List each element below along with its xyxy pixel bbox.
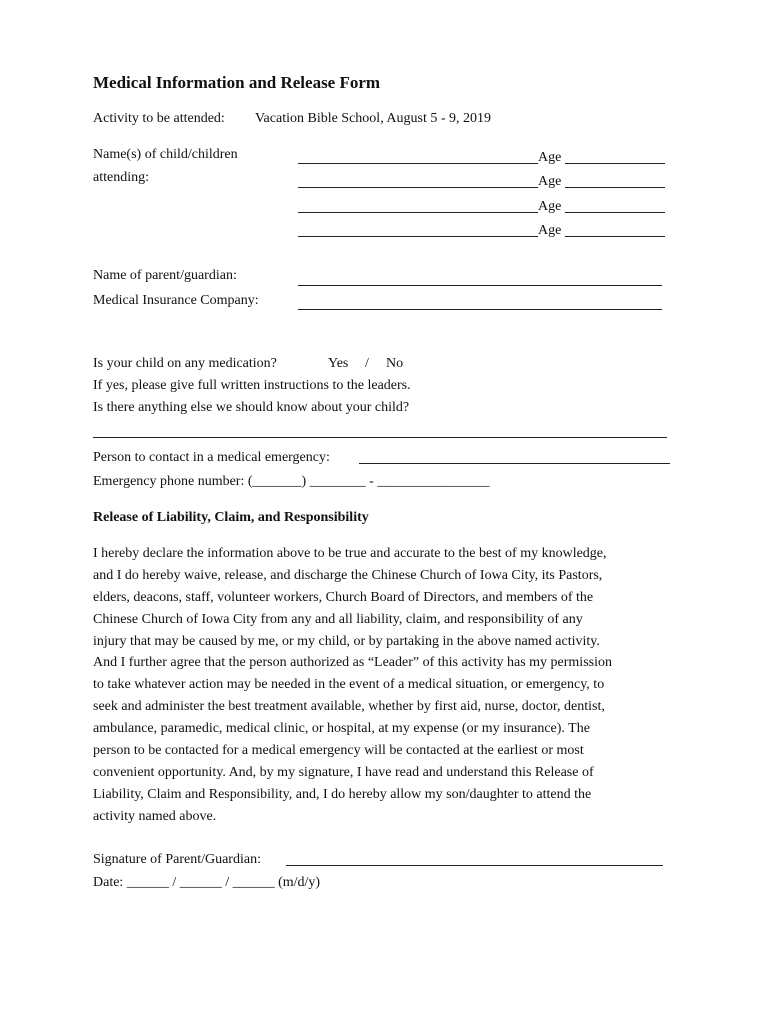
child-name-field-4[interactable] bbox=[298, 236, 538, 237]
children-label-line2: attending: bbox=[93, 170, 149, 185]
release-line: Liability, Claim and Responsibility, and, I do hereby allow my son/daughter to attend the bbox=[93, 786, 592, 802]
signature-field[interactable] bbox=[286, 865, 663, 866]
release-line: person to be contacted for a medical emergency will be contacted at the earliest or most bbox=[93, 743, 584, 759]
medication-yes-option[interactable]: Yes bbox=[328, 356, 349, 371]
release-line: Chinese Church of Iowa City from any and all liability, claim, and responsibility of any bbox=[93, 611, 583, 627]
release-paragraph bbox=[93, 543, 673, 828]
medication-no-option[interactable]: No bbox=[386, 356, 404, 371]
signature-label: Signature of Parent/Guardian: bbox=[93, 852, 261, 867]
age-label-3: Age bbox=[538, 199, 562, 214]
release-line: And I further agree that the person authorized as “Leader” of this activity has my permission bbox=[93, 655, 612, 671]
release-line: I hereby declare the information above to be true and accurate to the best of my knowledge, bbox=[93, 546, 607, 561]
release-line: convenient opportunity. And, by my signature, I have read and understand this Release of bbox=[93, 764, 594, 780]
anything-else-question: Is there anything else we should know about your child? bbox=[93, 400, 410, 415]
medication-question: Is your child on any medication? bbox=[93, 356, 277, 371]
age-label-2: Age bbox=[538, 174, 562, 189]
activity-value: Vacation Bible School, August 5 - 9, 2019 bbox=[255, 111, 492, 126]
release-line: elders, deacons, staff, volunteer workers, Church Board of Directors, and members of the bbox=[93, 589, 594, 605]
anything-else-field[interactable] bbox=[93, 437, 667, 438]
age-field-2[interactable] bbox=[565, 187, 665, 188]
insurance-label: Medical Insurance Company: bbox=[93, 293, 259, 308]
child-name-field-2[interactable] bbox=[298, 187, 538, 188]
age-label-4: Age bbox=[538, 223, 562, 238]
age-label-1: Age bbox=[538, 150, 562, 165]
insurance-field[interactable] bbox=[298, 309, 662, 310]
parent-name-field[interactable] bbox=[298, 285, 662, 286]
release-heading: Release of Liability, Claim, and Responsibility bbox=[93, 510, 369, 525]
parent-label: Name of parent/guardian: bbox=[93, 268, 237, 283]
release-line: injury that may be caused by me, or my child, or by partaking in the above named activity. bbox=[93, 633, 600, 649]
date-field[interactable]: Date: ______ / ______ / ______ (m/d/y) bbox=[93, 875, 321, 890]
emergency-contact-field[interactable] bbox=[359, 463, 670, 464]
activity-label: Activity to be attended: bbox=[93, 111, 225, 126]
release-line: seek and administer the best treatment available, whether by first aid, nurse, doctor, dentist, bbox=[93, 699, 605, 715]
child-name-field-3[interactable] bbox=[298, 212, 538, 213]
release-line: and I do hereby waive, release, and discharge the Chinese Church of Iowa City, its Pastors, bbox=[93, 567, 603, 583]
emergency-phone-field[interactable]: Emergency phone number: (_______) ________ - ________________ bbox=[93, 474, 490, 489]
age-field-4[interactable] bbox=[565, 236, 665, 237]
release-line: activity named above. bbox=[93, 808, 217, 824]
child-name-field-1[interactable] bbox=[298, 163, 538, 164]
release-line: to take whatever action may be needed in the event of a medical situation, or emergency, to bbox=[93, 677, 605, 693]
age-field-3[interactable] bbox=[565, 212, 665, 213]
form-title: Medical Information and Release Form bbox=[93, 73, 381, 92]
children-label-line1: Name(s) of child/children bbox=[93, 147, 238, 162]
medication-option-separator: / bbox=[365, 356, 369, 371]
release-line: ambulance, paramedic, medical clinic, or hospital, at my expense (or my insurance). The bbox=[93, 721, 590, 737]
medication-instructions: If yes, please give full written instructions to the leaders. bbox=[93, 378, 411, 393]
emergency-contact-label: Person to contact in a medical emergency: bbox=[93, 450, 330, 465]
age-field-1[interactable] bbox=[565, 163, 665, 164]
